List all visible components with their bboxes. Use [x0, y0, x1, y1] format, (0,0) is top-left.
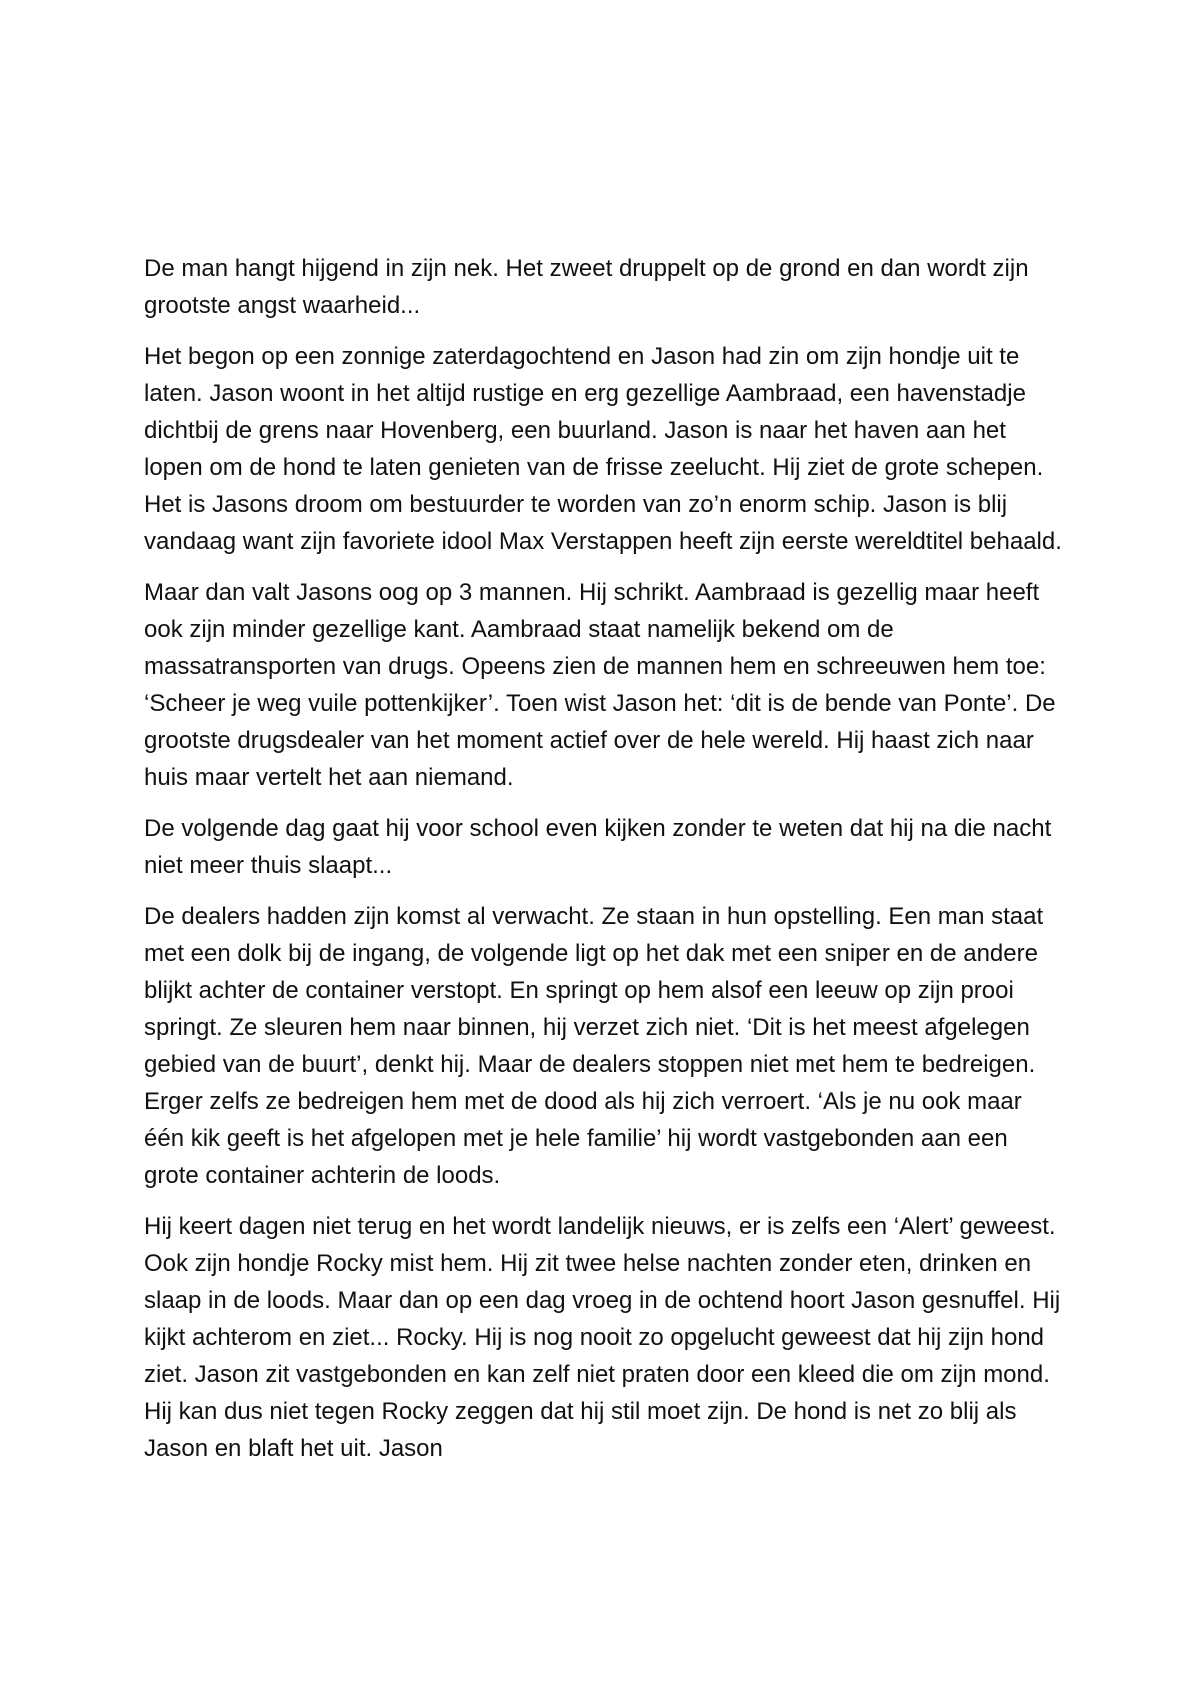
paragraph: De man hangt hijgend in zijn nek. Het zweet druppelt op de grond en dan wordt zijn grootste angst waarheid...: [144, 255, 1029, 319]
paragraph: Hij keert dagen niet terug en het wordt landelijk nieuws, er is zelfs een ‘Alert’ geweest. Ook zijn hondje Rocky mist hem. Hij zit twee helse nachten zonder eten, drinken en slaap in de loods. Maar dan op een dag vroeg in de ochtend hoort Jason gesnuffel. Hij kijkt achterom en ziet... Rocky. Hij is nog nooit zo opgelucht geweest dat hij zijn hond ziet. Jason zit vastgebonden en kan zelf niet praten door een kleed die om zijn mond. Hij kan dus niet tegen Rocky zeggen dat hij stil moet zijn. De hond is net zo blij als Jason en blaft het uit. Jason: [144, 1213, 1061, 1462]
paragraph: Maar dan valt Jasons oog op 3 mannen. Hij schrikt. Aambraad is gezellig maar heeft ook zijn minder gezellige kant. Aambraad staat namelijk bekend om de massatransporten van drugs. Opeens zien de mannen hem en schreeuwen hem toe: ‘Scheer je weg vuile pottenkijker’. Toen wist Jason het: ‘dit is de bende van Ponte’. De grootste drugsdealer van het moment actief over de hele wereld. Hij haast zich naar huis maar vertelt het aan niemand.: [144, 579, 1056, 791]
paragraph: Het begon op een zonnige zaterdagochtend en Jason had zin om zijn hondje uit te laten. Jason woont in het altijd rustige en erg gezellige Aambraad, een havenstadje dichtbij de grens naar Hovenberg, een buurland. Jason is naar het haven aan het lopen om de hond te laten genieten van de frisse zeelucht. Hij ziet de grote schepen. Het is Jasons droom om bestuurder te worden van zo’n enorm schip. Jason is blij vandaag want zijn favoriete idool Max Verstappen heeft zijn eerste wereldtitel behaald.: [144, 343, 1062, 555]
paragraph: De dealers hadden zijn komst al verwacht. Ze staan in hun opstelling. Een man staat met een dolk bij de ingang, de volgende ligt op het dak met een sniper en de andere blijkt achter de container verstopt. En springt op hem alsof een leeuw op zijn prooi springt. Ze sleuren hem naar binnen, hij verzet zich niet. ‘Dit is het meest afgelegen gebied van de buurt’, denkt hij. Maar de dealers stoppen niet met hem te bedreigen. Erger zelfs ze bedreigen hem met de dood als hij zich verroert. ‘Als je nu ook maar één kik geeft is het afgelopen met je hele familie’ hij wordt vastgebonden aan een grote container achterin de loods.: [144, 903, 1044, 1189]
paragraph: De volgende dag gaat hij voor school even kijken zonder te weten dat hij na die nacht niet meer thuis slaapt...: [144, 815, 1052, 879]
document-body: [144, 250, 1068, 1481]
